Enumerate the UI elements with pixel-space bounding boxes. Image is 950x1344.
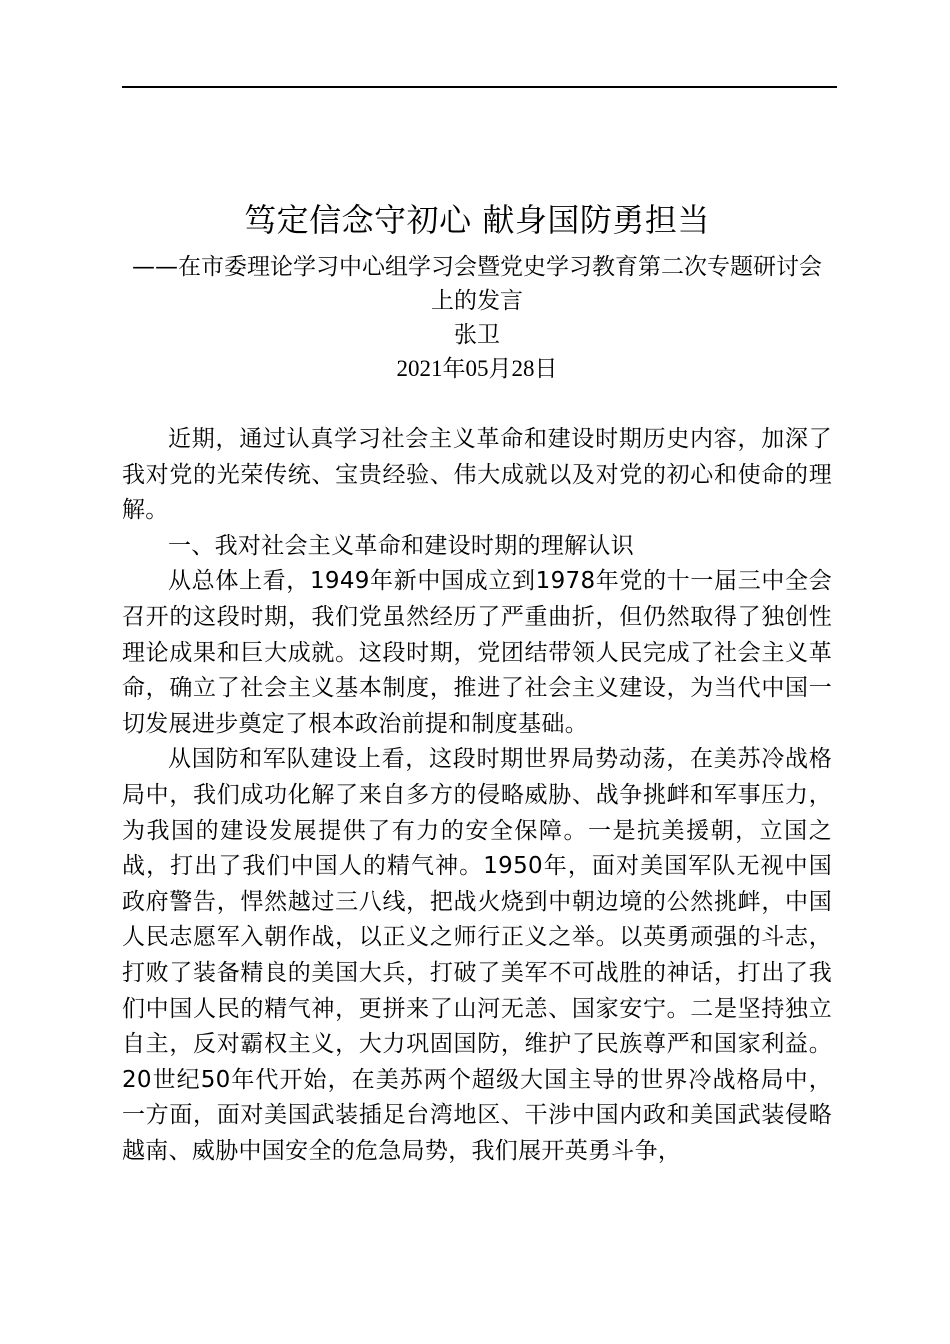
paragraph-defense: 从国防和军队建设上看，这段时期世界局势动荡，在美苏冷战格局中，我们成功化解了来自多方的侵略威胁、战争挑衅和军事压力，为我国的建设发展提供了有力的安全保障。一是抗美援朝，立国之战，打出了我们中国人的精气神。1950年，面对美国军队无视中国政府警告，悍然越过三八线，把战火烧到中朝边境的公然挑衅，中国人民志愿军入朝作战，以正义之师行正义之举。以英勇顽强的斗志，打败了装备精良的美国大兵，打破了美军不可战胜的神话，打出了我们中国人民的精气神，更拼来了山河无恙、国家安宁。二是坚持独立自主，反对霸权主义，大力巩固国防，维护了民族尊严和国家利益。20世纪50年代开始，在美苏两个超级大国主导的世界冷战格局中，一方面，面对美国武装插足台湾地区、干涉中国内政和美国武装侵略越南、威胁中国安全的危急局势，我们展开英勇斗争， [122, 746, 832, 1164]
document-body [122, 422, 832, 1169]
document-author: 张卫 [454, 322, 500, 348]
document-date: 2021年05月28日 [396, 356, 558, 381]
document-title: 笃定信念守初心 献身国防勇担当 [244, 201, 710, 239]
paragraph-intro: 近期，通过认真学习社会主义革命和建设时期历史内容，加深了我对党的光荣传统、宝贵经验、伟大成就以及对党的初心和使命的理解。 [122, 426, 832, 524]
document-content [122, 196, 832, 1169]
section-heading: 一、我对社会主义革命和建设时期的理解认识 [168, 532, 634, 559]
paragraph-overview: 从总体上看，1949年新中国成立到1978年党的十一届三中全会召开的这段时期，我们党虽然经历了严重曲折，但仍然取得了独创性理论成果和巨大成就。这段时期，党团结带领人民完成了社会主义革命，确立了社会主义基本制度，推进了社会主义建设，为当代中国一切发展进步奠定了根本政治前提和制度基础。 [122, 568, 832, 737]
header-rule [122, 86, 837, 88]
document-subtitle: ——在市委理论学习中心组学习会暨党史学习教育第二次专题研讨会上的发言 [132, 254, 822, 314]
